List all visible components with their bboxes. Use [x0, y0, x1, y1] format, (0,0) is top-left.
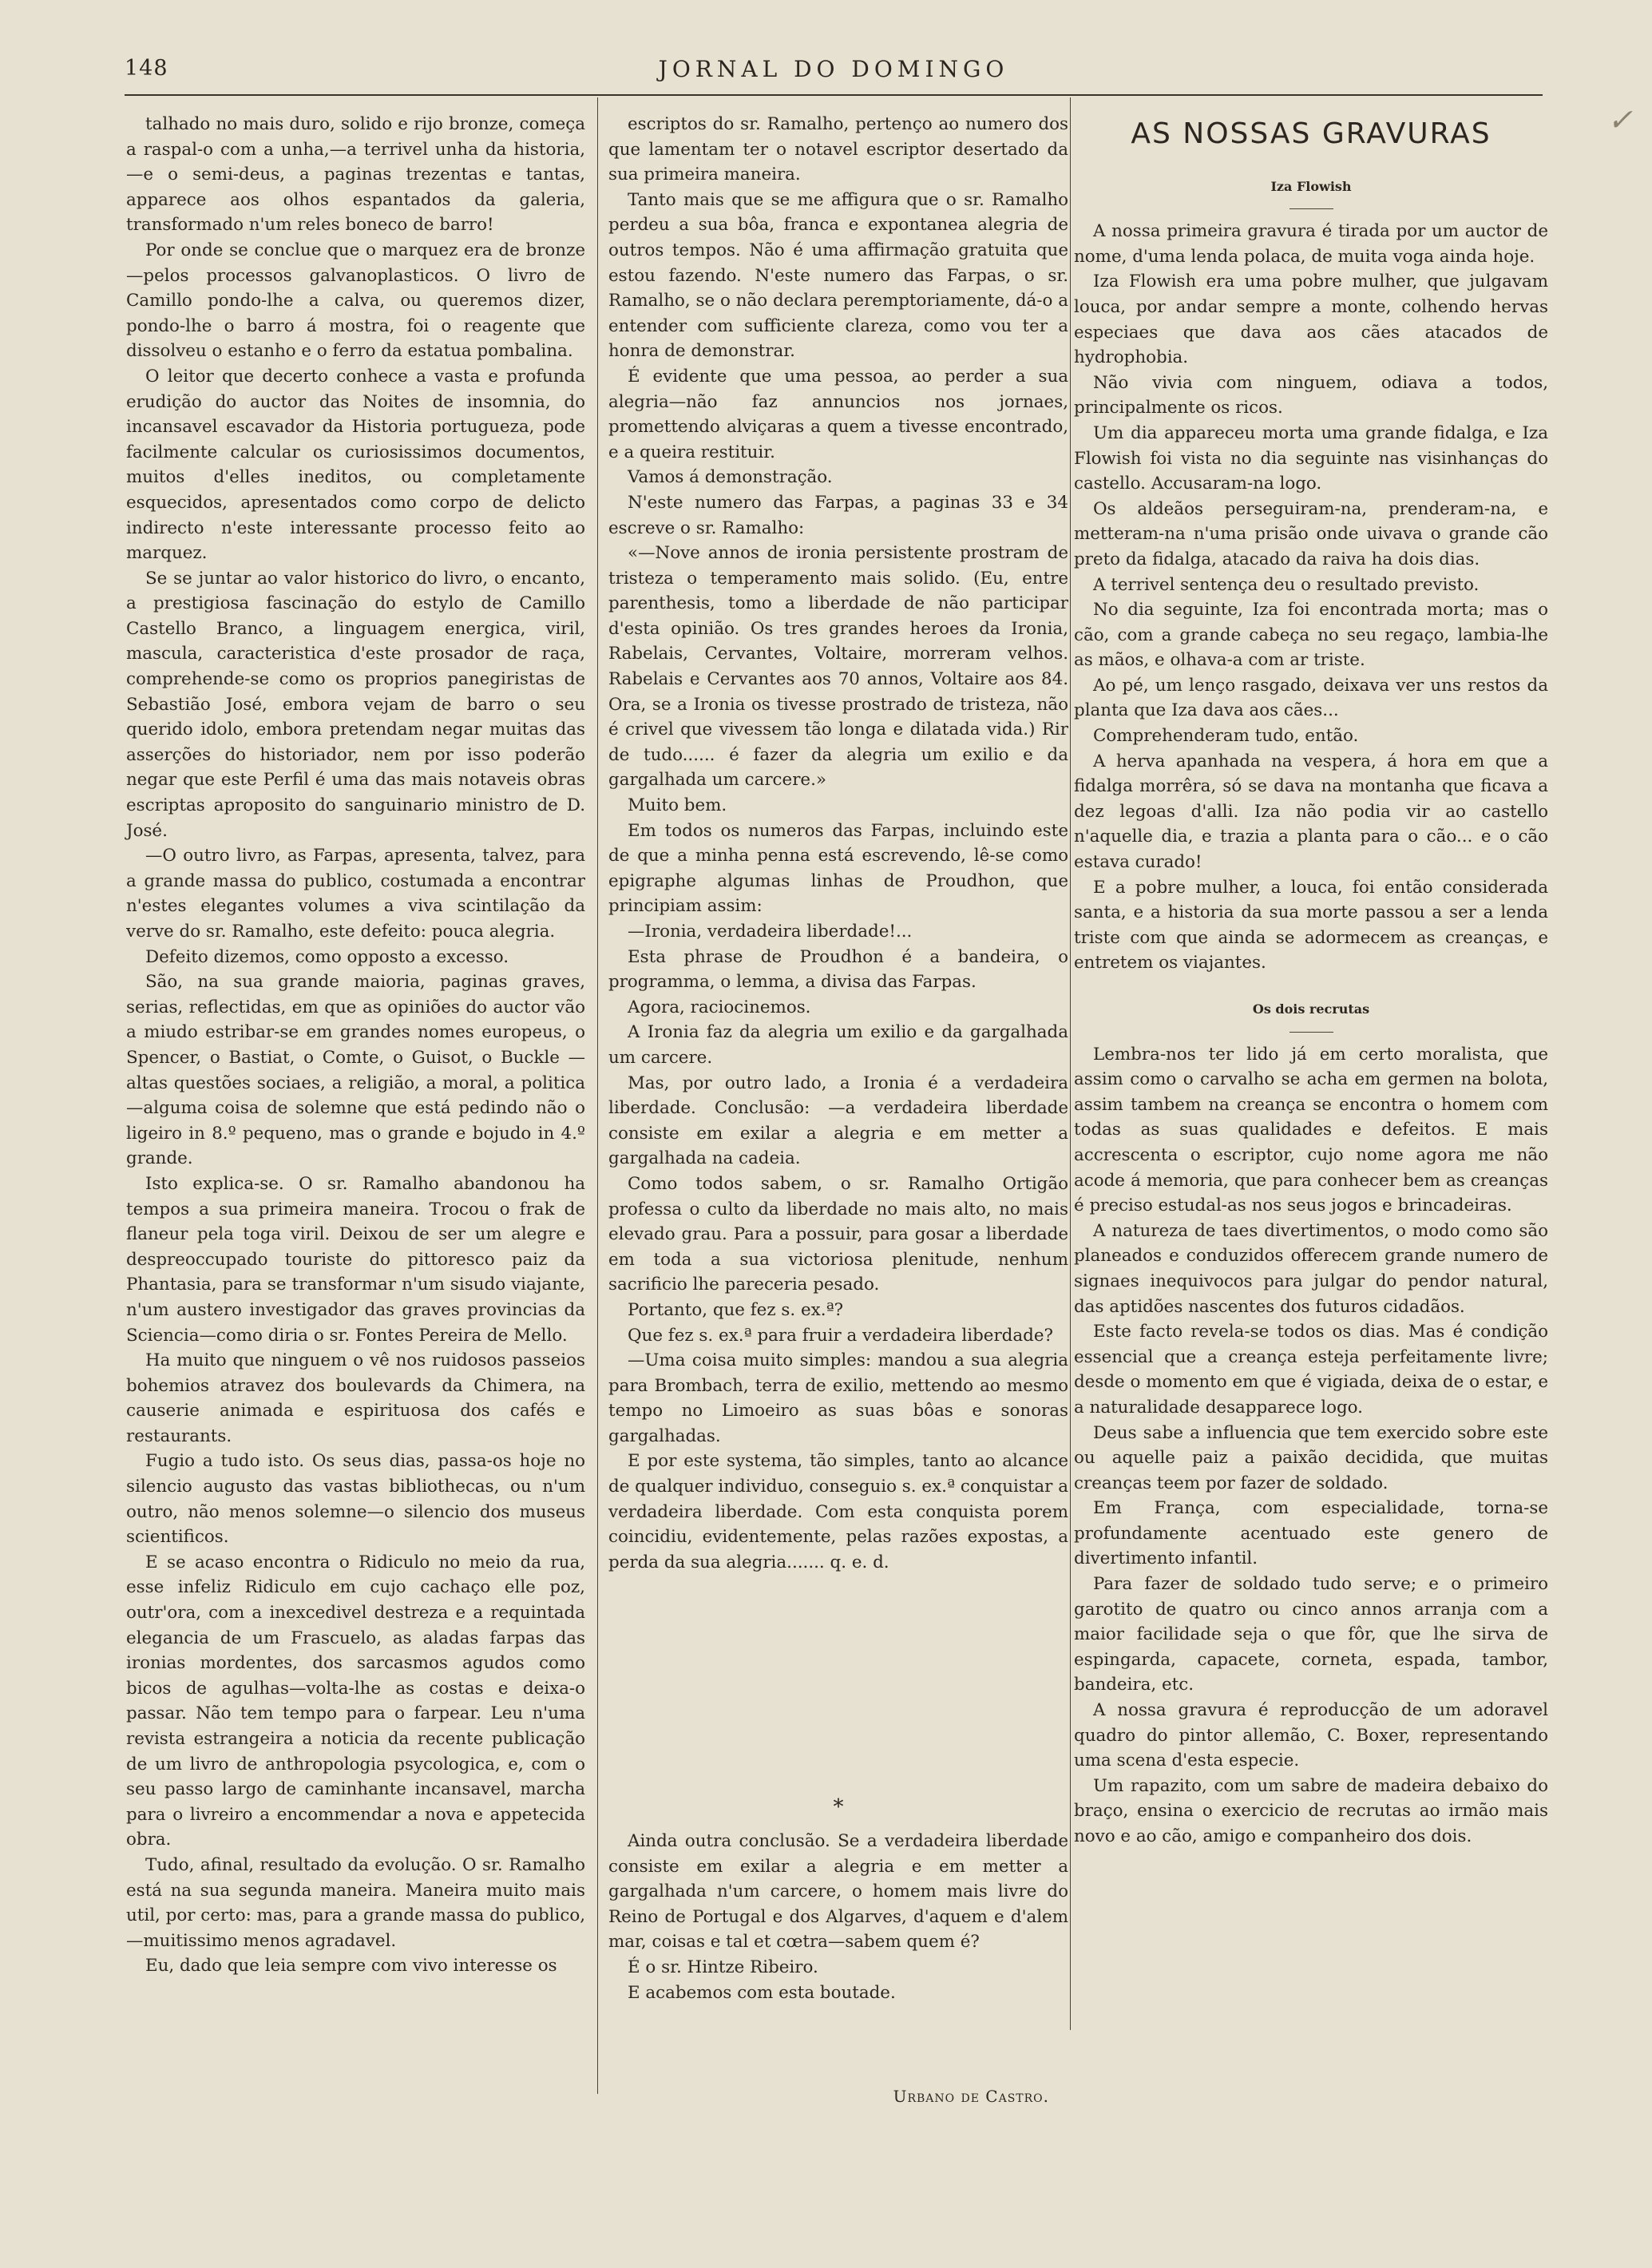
subheading-os-dois-recrutas: Os dois recrutas: [1252, 1001, 1370, 1017]
column-2: [608, 112, 1068, 2106]
paragraph: Mas, por outro lado, a Ironia é a verdadeira liberdade. Conclusão: —a verdadeira liberdade consiste em exilar a alegria e em metter a gargalhada na cadeia.: [608, 1073, 1068, 1169]
paragraph: Comprehenderam tudo, então.: [1093, 726, 1359, 747]
paragraph: A herva apanhada na vespera, á hora em que a fidalga morrêra, só se dava na montanha que ficava a dez legoas d'alli. Iza não podia vir ao castello n'aquelle dia, e trazia a planta para o cão... e o cão estava curado!: [1074, 751, 1548, 873]
subheading-rule: [1290, 208, 1333, 209]
column-divider-2: [1070, 97, 1071, 2030]
paragraph: A Ironia faz da alegria um exilio e da gargalhada um carcere.: [608, 1022, 1068, 1068]
page-header: [125, 56, 1543, 91]
paragraph: A nossa primeira gravura é tirada por um auctor de nome, d'uma lenda polaca, de muita voga ainda hoje.: [1074, 221, 1548, 267]
paragraph: Eu, dado que leia sempre com vivo interesse os: [145, 1956, 557, 1977]
paragraph: É o sr. Hintze Ribeiro.: [628, 1957, 818, 1977]
paragraph: Muito bem.: [628, 795, 727, 816]
paragraph: A natureza de taes divertimentos, o modo como são planeados e conduzidos offerecem grande numero de signaes inequivocos para julgar do pendor natural, das aptidões nascentes dos futuros cidadãos.: [1074, 1220, 1548, 1317]
masthead: JORNAL DO DOMINGO: [658, 56, 1009, 82]
separator-asterisk: *: [833, 1795, 844, 1819]
column-1: [126, 112, 585, 1979]
paragraph: —Ironia, verdadeira liberdade!...: [628, 922, 913, 942]
column-divider-1: [597, 97, 598, 2094]
paragraph: No dia seguinte, Iza foi encontrada morta; mas o cão, com a grande cabeça no seu regaço, lambia-lhe as mãos, e olhava-a com ar triste.: [1074, 600, 1548, 671]
paragraph: —O outro livro, as Farpas, apresenta, talvez, para a grande massa do publico, costumada a encontrar n'estes elegantes volumes a viva scintilação da verve do sr. Ramalho, este defeito: pouca alegria.: [126, 846, 585, 942]
paragraph: N'este numero das Farpas, a paginas 33 e 34 escreve o sr. Ramalho:: [608, 492, 1068, 538]
column-2-article: [608, 112, 1068, 1575]
paragraph: talhado no mais duro, solido e rijo bronze, começa a raspal-o com a unha,—a terrivel unha da historia,—e o semi-deus, a paginas trezentas e tantas, apparece aos olhos espantados da galeria, transformado n'um reles boneco de barro!: [126, 114, 585, 236]
paragraph: Para fazer de soldado tudo serve; e o primeiro garotito de quatro ou cinco annos arranja com a maior facilidade seja o que fôr, que lhe sirva de espingarda, capacete, corneta, espada, tambor, bandeira, etc.: [1074, 1574, 1548, 1695]
paragraph: Um rapazito, com um sabre de madeira debaixo do braço, ensina o exercicio de recrutas ao irmão mais novo e ao cão, amigo e companheiro dos dois.: [1074, 1775, 1548, 1846]
paragraph: Os aldeãos perseguiram-na, prenderam-na, e metteram-na n'uma prisão onde uivava o grande cão preto da fidalga, atacado da raiva ha dois dias.: [1074, 498, 1548, 569]
paragraph: Tanto mais que se me affigura que o sr. Ramalho perdeu a sua bôa, franca e expontanea alegria de outros tempos. Não é uma affirmação gratuita que estou fazendo. N'este numero das Farpas, o sr. Ramalho, se o não declara peremptoriamente, dá-o a entender com sufficiente clareza, como vou ter a honra de demonstrar.: [608, 189, 1068, 362]
paragraph: Deus sabe a influencia que tem exercido sobre este ou aquelle paiz a paixão decidida, que muitas creanças teem por fazer de soldado.: [1074, 1422, 1548, 1493]
paragraph: Tudo, afinal, resultado da evolução. O sr. Ramalho está na sua segunda maneira. Maneira muito mais util, por certo: mas, para a grande massa do publico,—muitissimo menos agradavel.: [126, 1854, 585, 1951]
page-number: 148: [125, 56, 168, 81]
paragraph: Não vivia com ninguem, odiava a todos, principalmente os ricos.: [1074, 372, 1548, 418]
paragraph: Esta phrase de Proudhon é a bandeira, o programma, o lemma, a divisa das Farpas.: [608, 946, 1068, 993]
paragraph: Portanto, que fez s. ex.ª?: [628, 1299, 844, 1320]
paragraph: Defeito dizemos, como opposto a excesso.: [145, 946, 509, 967]
paragraph: Um dia appareceu morta uma grande fidalga, e Iza Flowish foi vista no dia seguinte nas visinhanças do castello. Accusaram-na logo.: [1074, 422, 1548, 494]
paragraph: São, na sua grande maioria, paginas graves, serias, reflectidas, em que as opiniões do auctor vão a miudo estribar-se em grandes nomes europeus, o Spencer, o Bastiat, o Comte, o Guisot, o Buckle —altas questões sociaes, a religião, a moral, a politica—alguma coisa de solemne que está pedindo não o ligeiro in 8.º pequeno, mas o grande e bojudo in 4.º grande.: [126, 972, 585, 1169]
section-separator: [1074, 997, 1548, 1033]
section-title: AS NOSSAS GRAVURAS: [1131, 117, 1492, 150]
paragraph: Agora, raciocinemos.: [628, 997, 811, 1017]
article-iza-flowish: [1074, 219, 1548, 976]
paragraph: É evidente que uma pessoa, ao perder a sua alegria—não faz annuncios nos jornaes, promettendo alviçaras a quem a tivesse encontrado, e a queira restituir.: [608, 366, 1068, 462]
paragraph: E se acaso encontra o Ridiculo no meio da rua, esse infeliz Ridiculo em cujo cachaço elle poz, outr'ora, com a inexcedivel destreza e a requintada elegancia de um Frascuelo, as aladas farpas das ironias mordentes, dos sarcasmos agudos como bicos de agulhas—volta-lhe as costas e deixa-o passar. Não tem tempo para o farpear. Leu n'uma revista estrangeira a noticia da recente publicação de um livro de anthropologia psycologica, e, com o seu passo largo de caminhante incansavel, marcha para o livreiro a encommendar a nova e appetecida obra.: [126, 1552, 585, 1850]
paragraph: Em todos os numeros das Farpas, incluindo este de que a minha penna está escrevendo, lê-se como epigraphe algumas linhas de Proudhon, que principiam assim:: [608, 820, 1068, 917]
paragraph: Como todos sabem, o sr. Ramalho Ortigão professa o culto da liberdade no mais alto, no mais elevado grau. Para a possuir, para gosar a liberdade em toda a sua victoriosa plenitude, nenhum sacrificio lhe pareceria pesado.: [608, 1173, 1068, 1295]
paragraph: —Uma coisa muito simples: mandou a sua alegria para Brombach, terra de exilio, mettendo ao mesmo tempo no Limoeiro as suas bôas e sonoras gargalhadas.: [608, 1350, 1068, 1446]
paragraph: Em França, com especialidade, torna-se profundamente acentuado este genero de divertimento infantil.: [1074, 1498, 1548, 1569]
column-3: [1074, 112, 1548, 1850]
article-os-dois-recrutas: [1074, 1042, 1548, 1850]
paragraph: Ao pé, um lenço rasgado, deixava ver uns restos da planta que Iza dava aos cães...: [1074, 675, 1548, 721]
paragraph: Por onde se conclue que o marquez era de bronze —pelos processos galvanoplasticos. O livro de Camillo pondo-lhe a calva, ou queremos dizer, pondo-lhe o barro á mostra, foi o reagente que dissolveu o estanho e o ferro da estatua pombalina.: [126, 240, 585, 362]
paragraph: O leitor que decerto conhece a vasta e profunda erudição do auctor das Noites de insomnia, do incansavel escavador da Historia portugueza, pode facilmente calcular os curiosissimos documentos, muitos d'elles ineditos, ou completamente esquecidos, apresentados como corpo de delicto indirecto n'este interessante processo feito ao marquez.: [126, 366, 585, 564]
paragraph: E a pobre mulher, a louca, foi então considerada santa, e a historia da sua morte passou a ser a lenda triste com que ainda se adormecem as creanças, e entretem os viajantes.: [1074, 877, 1548, 973]
paragraph: E por este systema, tão simples, tanto ao alcance de qualquer individuo, conseguio s. ex.ª conquistar a verdadeira liberdade. Com esta conquista porem coincidiu, evidentemente, pelas razões expostas, a perda da sua alegria....... q. e. d.: [608, 1451, 1068, 1572]
paragraph: Ha muito que ninguem o vê nos ruidosos passeios bohemios atravez dos boulevards da Chimera, na causerie animada e espirituosa dos cafés e restaurants.: [126, 1350, 585, 1446]
paragraph: E acabemos com esta boutade.: [628, 1982, 896, 2003]
paragraph: A terrivel sentença deu o resultado previsto.: [1093, 574, 1480, 595]
header-rule: [125, 94, 1543, 96]
paragraph: Iza Flowish era uma pobre mulher, que julgavam louca, por andar sempre a monte, colhendo hervas especiaes que dava aos cães atacados de hydrophobia.: [1074, 272, 1548, 368]
paragraph: «—Nove annos de ironia persistente prostram de tristeza o temperamento mais solido. (Eu, entre parenthesis, tomo a liberdade de não participar d'esta opinião. Os tres grandes heroes da Ironia, Rabelais, Cervantes, Voltaire, morreram velhos. Rabelais e Cervantes aos 70 annos, Voltaire aos 84. Ora, se a Ironia os tivesse prostrado de tristeza, não é crivel que vivessem tão longa e dilatada vida.) Rir de tudo...... é fazer da alegria um exilio e da gargalhada um carcere.»: [608, 543, 1068, 791]
author-signature: Urbano de Castro.: [893, 2087, 1049, 2106]
handwritten-mark: ✓: [1607, 102, 1633, 137]
subheading-rule: [1290, 1032, 1333, 1033]
paragraph: Este facto revela-se todos os dias. Mas é condição essencial que a creança esteja perfeitamente livre; desde o momento em que é vigiada, deixa de o estar, e a naturalidade desapparece logo.: [1074, 1322, 1548, 1418]
paragraph: Ainda outra conclusão. Se a verdadeira liberdade consiste em exilar a alegria e em metter a gargalhada n'um carcere, o homem mais livre do Reino de Portugal e dos Algarves, d'aquem e d'alem mar, coisas e tal et cœtra—sabem quem é?: [608, 1831, 1068, 1953]
paragraph: Que fez s. ex.ª para fruir a verdadeira liberdade?: [628, 1325, 1053, 1346]
paragraph: Se se juntar ao valor historico do livro, o encanto, a prestigiosa fascinação do estylo de Camillo Castello Branco, a linguagem energica, viril, mascula, caracteristica d'este prosador de raça, comprehende-se como os proprios panegiristas de Sebastião José, embora vejam de barro o seu querido idolo, embora pretendam negar muitas das asserções do historiador, nem por isso poderão negar que este Perfil é uma das mais notaveis obras escriptas aproposito do sanguinario ministro de D. José.: [126, 568, 585, 841]
paragraph: Vamos á demonstração.: [628, 467, 833, 488]
paragraph: Fugio a tudo isto. Os seus dias, passa-os hoje no silencio augusto das vastas bibliothecas, ou n'um outro, não menos solemne—o silencio dos museus scientificos.: [126, 1451, 585, 1548]
paragraph: Isto explica-se. O sr. Ramalho abandonou ha tempos a sua primeira maneira. Trocou o frak de flaneur pela toga viril. Deixou de ser um alegre e despreoccupado touriste do pittoresco paiz da Phantasia, para se transformar n'um sisudo viajante, n'um austero investigador das graves provincias da Sciencia—como diria o sr. Fontes Pereira de Mello.: [126, 1173, 585, 1346]
paragraph: Lembra-nos ter lido já em certo moralista, que assim como o carvalho se acha em germen na bolota, assim tambem na creança se encontra o homem com todas as suas qualidades e defeitos. E mais accrescenta o escriptor, cujo nome agora me não acode á memoria, que para conhecer bem as creanças é preciso estudal-as nos seus jogos e brincadeiras.: [1074, 1044, 1548, 1216]
paragraph: escriptos do sr. Ramalho, pertenço ao numero dos que lamentam ter o notavel escriptor desertado da sua primeira maneira.: [608, 114, 1068, 185]
paragraph: A nossa gravura é reproducção de um adoravel quadro do pintor allemão, C. Boxer, representando uma scena d'esta especie.: [1074, 1700, 1548, 1771]
subheading-iza-flowish: Iza Flowish: [1270, 178, 1352, 194]
column-2-conclusion: [608, 1829, 1068, 2005]
